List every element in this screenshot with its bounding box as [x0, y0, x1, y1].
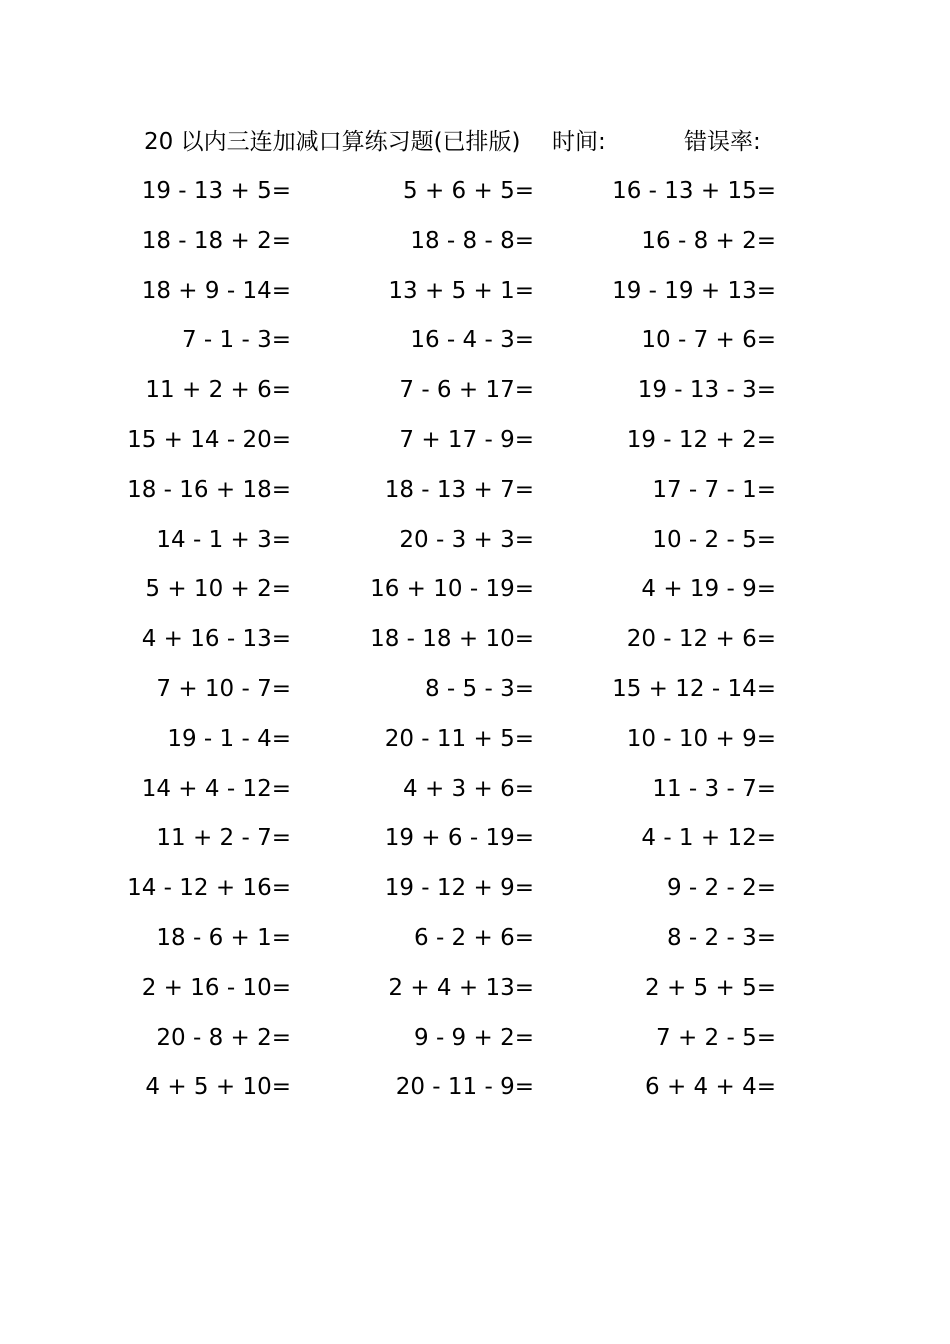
arithmetic-problem: 8 - 5 - 3= — [424, 676, 534, 702]
arithmetic-problem: 16 - 8 + 2= — [641, 228, 776, 254]
arithmetic-problem: 5 + 6 + 5= — [403, 178, 534, 204]
problem-row — [0, 271, 950, 311]
problem-row — [0, 569, 950, 609]
arithmetic-problem: 10 - 2 - 5= — [652, 527, 776, 553]
arithmetic-problem: 10 - 10 + 9= — [626, 726, 776, 752]
problem-row — [0, 868, 950, 908]
problem-row — [0, 520, 950, 560]
arithmetic-problem: 20 - 12 + 6= — [626, 626, 776, 652]
arithmetic-problem: 19 - 13 + 5= — [141, 178, 291, 204]
problem-row — [0, 1067, 950, 1107]
problem-row — [0, 818, 950, 858]
problem-row — [0, 918, 950, 958]
arithmetic-problem: 11 + 2 + 6= — [145, 377, 291, 403]
arithmetic-problem: 14 - 12 + 16= — [127, 875, 291, 901]
arithmetic-problem: 18 - 18 + 2= — [141, 228, 291, 254]
problem-row — [0, 1018, 950, 1058]
arithmetic-problem: 18 - 6 + 1= — [156, 925, 291, 951]
arithmetic-problem: 18 - 18 + 10= — [370, 626, 534, 652]
arithmetic-problem: 19 - 1 - 4= — [167, 726, 291, 752]
worksheet-header — [0, 124, 950, 160]
time-label: 时间: — [552, 129, 606, 155]
arithmetic-problem: 19 + 6 - 19= — [384, 825, 534, 851]
error-rate-label: 错误率: — [684, 129, 761, 155]
problem-row — [0, 669, 950, 709]
arithmetic-problem: 15 + 12 - 14= — [612, 676, 776, 702]
arithmetic-problem: 10 - 7 + 6= — [641, 327, 776, 353]
problem-row — [0, 719, 950, 759]
arithmetic-problem: 9 - 9 + 2= — [414, 1025, 534, 1051]
arithmetic-problem: 13 + 5 + 1= — [388, 278, 534, 304]
arithmetic-problem: 7 + 2 - 5= — [656, 1025, 776, 1051]
arithmetic-problem: 4 - 1 + 12= — [641, 825, 776, 851]
arithmetic-problem: 15 + 14 - 20= — [127, 427, 291, 453]
arithmetic-problem: 16 + 10 - 19= — [370, 576, 534, 602]
arithmetic-problem: 14 + 4 - 12= — [141, 776, 291, 802]
arithmetic-problem: 7 - 6 + 17= — [399, 377, 534, 403]
arithmetic-problem: 5 + 10 + 2= — [145, 576, 291, 602]
arithmetic-problem: 9 - 2 - 2= — [666, 875, 776, 901]
problem-row — [0, 470, 950, 510]
arithmetic-problem: 19 - 12 + 9= — [384, 875, 534, 901]
arithmetic-problem: 16 - 13 + 15= — [612, 178, 776, 204]
arithmetic-problem: 20 - 3 + 3= — [399, 527, 534, 553]
arithmetic-problem: 11 + 2 - 7= — [156, 825, 291, 851]
problem-row — [0, 370, 950, 410]
arithmetic-problem: 18 - 8 - 8= — [410, 228, 534, 254]
arithmetic-problem: 14 - 1 + 3= — [156, 527, 291, 553]
arithmetic-problem: 7 + 17 - 9= — [399, 427, 534, 453]
arithmetic-problem: 2 + 4 + 13= — [388, 975, 534, 1001]
arithmetic-problem: 19 - 19 + 13= — [612, 278, 776, 304]
arithmetic-problem: 20 - 11 - 9= — [395, 1074, 534, 1100]
arithmetic-problem: 19 - 13 - 3= — [637, 377, 776, 403]
arithmetic-problem: 2 + 16 - 10= — [141, 975, 291, 1001]
arithmetic-problem: 2 + 5 + 5= — [645, 975, 776, 1001]
arithmetic-problem: 4 + 16 - 13= — [141, 626, 291, 652]
arithmetic-problem: 18 - 16 + 18= — [127, 477, 291, 503]
problem-row — [0, 171, 950, 211]
problem-row — [0, 221, 950, 261]
arithmetic-problem: 4 + 3 + 6= — [403, 776, 534, 802]
problem-row — [0, 619, 950, 659]
arithmetic-problem: 17 - 7 - 1= — [652, 477, 776, 503]
arithmetic-problem: 6 - 2 + 6= — [414, 925, 534, 951]
arithmetic-problem: 11 - 3 - 7= — [652, 776, 776, 802]
arithmetic-problem: 4 + 5 + 10= — [145, 1074, 291, 1100]
arithmetic-problem: 20 - 11 + 5= — [384, 726, 534, 752]
arithmetic-problem: 19 - 12 + 2= — [626, 427, 776, 453]
arithmetic-problem: 7 - 1 - 3= — [181, 327, 291, 353]
problem-row — [0, 320, 950, 360]
arithmetic-problem: 18 - 13 + 7= — [384, 477, 534, 503]
problem-row — [0, 769, 950, 809]
arithmetic-problem: 18 + 9 - 14= — [141, 278, 291, 304]
worksheet-title: 20 以内三连加减口算练习题(已排版) — [144, 129, 521, 155]
arithmetic-problem: 7 + 10 - 7= — [156, 676, 291, 702]
arithmetic-problem: 8 - 2 - 3= — [666, 925, 776, 951]
arithmetic-problem: 20 - 8 + 2= — [156, 1025, 291, 1051]
arithmetic-problem: 16 - 4 - 3= — [410, 327, 534, 353]
problem-row — [0, 968, 950, 1008]
problem-row — [0, 420, 950, 460]
arithmetic-problem: 6 + 4 + 4= — [645, 1074, 776, 1100]
arithmetic-problem: 4 + 19 - 9= — [641, 576, 776, 602]
